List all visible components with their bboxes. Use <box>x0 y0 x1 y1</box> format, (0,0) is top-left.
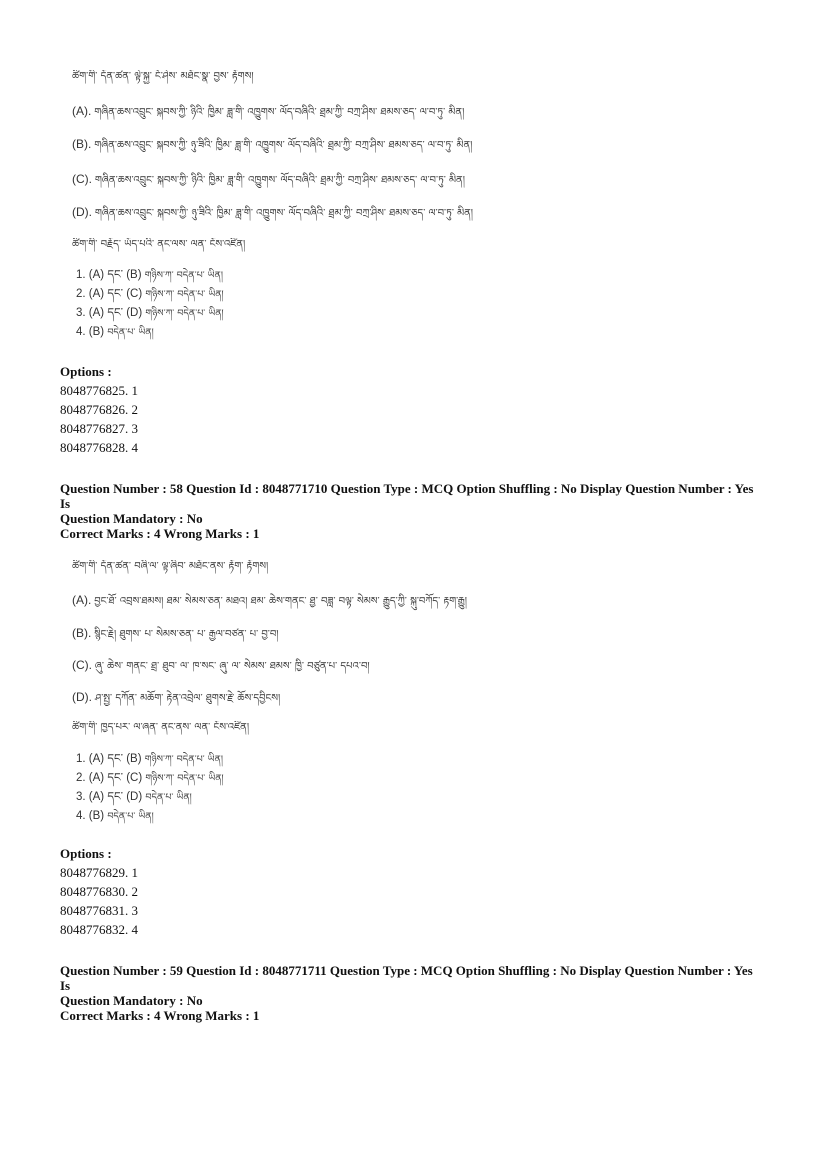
q58-statement-a <box>72 592 467 608</box>
choice-number: 1. <box>76 753 86 765</box>
statement-label: (C). <box>72 658 92 672</box>
choice-number: 4. <box>76 810 86 822</box>
q57-statement-a <box>72 103 464 119</box>
q57-choice-1 <box>76 267 223 283</box>
choice-text: གཉིས་ཀ་ བདེན་པ་ ཡིན། <box>145 773 224 784</box>
q57-choice-4 <box>76 324 154 340</box>
choice-text: བདེན་པ་ ཡིན། <box>107 811 154 822</box>
q57-choice-3 <box>76 305 224 321</box>
choice-pair: (A) དང་ (C) <box>88 772 143 784</box>
q57-options-label: Options : <box>60 364 112 379</box>
choice-number: 3. <box>76 791 86 803</box>
statement-text: གཞིན་ཆས་འབྲུང་ སྐབས་ཀྱི་ ཉིའི་ ཁྱིམ་ ཟླ་གི་ འཁྱུགས་ ལོད་བཞིའི་ ཐྲམ་ཀྱི་ བཀྲ་ཤིས་ ཐམས་ཅད་ ལ་བ་ཏུ་ མིན། <box>94 107 465 118</box>
choice-text: གཉིས་ཀ་ བདེན་པ་ ཡིན། <box>144 270 224 281</box>
statement-label: (B). <box>72 626 92 640</box>
choice-number: 2. <box>76 772 86 784</box>
q58-answer-prompt: ཚིག་གི་ ཁྱད་པར་ ལ་ཞན་ ནང་ནས་ ལན་ ངོས་འཛིན། <box>72 722 250 733</box>
q58-statement-prompt: ཚིག་གི་ དོན་ཚན་ བཞི་ལ་ ལྟ་ཞིབ་ མཐོང་ནས་ རྟོག་ རྟོགས། <box>72 561 269 572</box>
q57-option-id-1: 8048776825. 1 <box>60 383 138 398</box>
q58-choice-1 <box>76 751 223 767</box>
q59-meta-line2: Question Mandatory : No <box>60 993 203 1008</box>
q58-choice-2 <box>76 770 224 786</box>
q59-meta-line3: Correct Marks : 4 Wrong Marks : 1 <box>60 1008 260 1023</box>
q57-option-id-4: 8048776828. 4 <box>60 440 138 455</box>
statement-label: (D). <box>72 690 92 704</box>
choice-pair: (A) དང་ (B) <box>88 753 142 765</box>
statement-text: གཞིན་ཆས་འབྲུང་ སྐབས་ཀྱི་ ཉུ་ཟིའི་ ཁྱིམ་ ཟླ་གི་ འཁྱུགས་ ལོད་བཞིའི་ ཐྲམ་ཀྱི་ བཀྲ་ཤིས་ ཐམས་ཅད་ ལ་བ་ཏུ་ མིན། <box>94 140 473 151</box>
statement-label: (A). <box>72 104 92 118</box>
statement-text: གཞིན་ཆས་འབྲུང་ སྐབས་ཀྱི་ ཉིའི་ ཁྱིམ་ ཟླ་གི་ འཁྱུགས་ ལོད་བཞིའི་ ཐྲམ་ཀྱི་ བཀྲ་ཤིས་ ཐམས་ཅད་ ལ་བ་ཏུ་ མིན། <box>94 175 465 186</box>
choice-text: གཉིས་ཀ་ བདེན་པ་ ཡིན། <box>145 289 224 300</box>
choice-text: གཉིས་ཀ་ བདེན་པ་ ཡིན། <box>145 308 224 319</box>
choice-pair: (A) དང་ (D) <box>88 791 143 803</box>
choice-number: 1. <box>76 269 86 281</box>
choice-pair: (B) <box>88 810 105 822</box>
q58-statement-d <box>72 689 280 705</box>
choice-text: བདེན་པ་ ཡིན། <box>145 792 192 803</box>
q59-meta <box>60 963 760 1023</box>
q58-options-label: Options : <box>60 846 112 861</box>
statement-text: བྱང་ཐོ་ འབྲས་ཐམས། ཐམ་ སེམས་ཅན་ མཐའ། ཐམ་ ཆེས་གནང་ ཐྱ་ བཟླ་ བལྟ་ སེམས་ རྒྱུད་ཀྱི་ སྐུ་བཀོད་ རྟག་རྒྱུ། <box>94 596 468 607</box>
q57-answer-prompt: ཚིག་གི་ བརྗོད་ ཡོད་པའི་ ནང་ལས་ ལན་ ངོས་འཛིན། <box>72 239 246 250</box>
statement-label: (C). <box>72 172 92 186</box>
q58-option-id-1: 8048776829. 1 <box>60 865 138 880</box>
choice-number: 3. <box>76 307 86 319</box>
choice-pair: (B) <box>88 326 105 338</box>
choice-text: བདེན་པ་ ཡིན། <box>107 327 154 338</box>
q58-meta-line2: Question Mandatory : No <box>60 511 203 526</box>
choice-number: 4. <box>76 326 86 338</box>
statement-label: (D). <box>72 205 92 219</box>
q57-statement-prompt: ཚིག་གི་ དོན་ཚན་ ལྟེ་སྐྱ་ ངོ་ཤེས་ མཐོང་སྣ་ བྱས་ རྟོགས། <box>72 71 254 82</box>
choice-text: གཉིས་ཀ་ བདེན་པ་ ཡིན། <box>144 754 224 765</box>
statement-label: (A). <box>72 593 92 607</box>
q58-statement-b <box>72 625 279 641</box>
q58-meta-line3: Correct Marks : 4 Wrong Marks : 1 <box>60 526 260 541</box>
statement-text: ཤ་སྤྱ་ དཀོན་ མཆོག་ རྟེན་འབྲེལ་ ཐུགས་རྗེ་ ཆོས་དབྱིངས། <box>94 693 281 704</box>
statement-text: གཞིན་ཆས་འབྲུང་ སྐབས་ཀྱི་ ཉུ་ཟིའི་ ཁྱིམ་ ཟླ་གི་ འཁྱུགས་ ལོད་བཞིའི་ ཐྲམ་ཀྱི་ བཀྲ་ཤིས་ ཐམས་ཅད་ ལ་བ་ཏུ་ མིན། <box>94 208 474 219</box>
q57-choice-2 <box>76 286 224 302</box>
q57-option-id-2: 8048776826. 2 <box>60 402 138 417</box>
q57-statement-c <box>72 171 465 187</box>
q57-statement-d <box>72 204 473 220</box>
statement-text: སྙིང་རྗེ། ཐུགས་ པ་ སེམས་ཅན་ པ་ རྒྱལ་བཙན་ པ་ བྱ་བ། <box>94 629 279 640</box>
choice-pair: (A) དང་ (D) <box>88 307 143 319</box>
q58-option-id-4: 8048776832. 4 <box>60 922 138 937</box>
q58-option-id-2: 8048776830. 2 <box>60 884 138 899</box>
q59-meta-line1: Question Number : 59 Question Id : 8048771711 Question Type : MCQ Option Shuffling : No Display Question Number : Yes Is <box>60 963 753 993</box>
q58-meta-line1: Question Number : 58 Question Id : 8048771710 Question Type : MCQ Option Shuffling : No Display Question Number : Yes Is <box>60 481 754 511</box>
choice-number: 2. <box>76 288 86 300</box>
q58-statement-c <box>72 657 370 673</box>
statement-text: ཞུ་ ཆེས་ གནང་ ཐྲ་ ཐུབ་ ལ་ ཁ་སང་ ཞུ་ ལ་ སེམས་ ཐམས་ ཁྱི་ བཙུན་པ་ དཔའ་བ། <box>94 661 370 672</box>
q57-option-id-3: 8048776827. 3 <box>60 421 138 436</box>
q58-option-id-3: 8048776831. 3 <box>60 903 138 918</box>
q58-choice-4 <box>76 808 154 824</box>
q58-meta <box>60 481 760 541</box>
q58-choice-3 <box>76 789 192 805</box>
choice-pair: (A) དང་ (C) <box>88 288 143 300</box>
q57-statement-b <box>72 136 472 152</box>
choice-pair: (A) དང་ (B) <box>88 269 142 281</box>
statement-label: (B). <box>72 137 92 151</box>
